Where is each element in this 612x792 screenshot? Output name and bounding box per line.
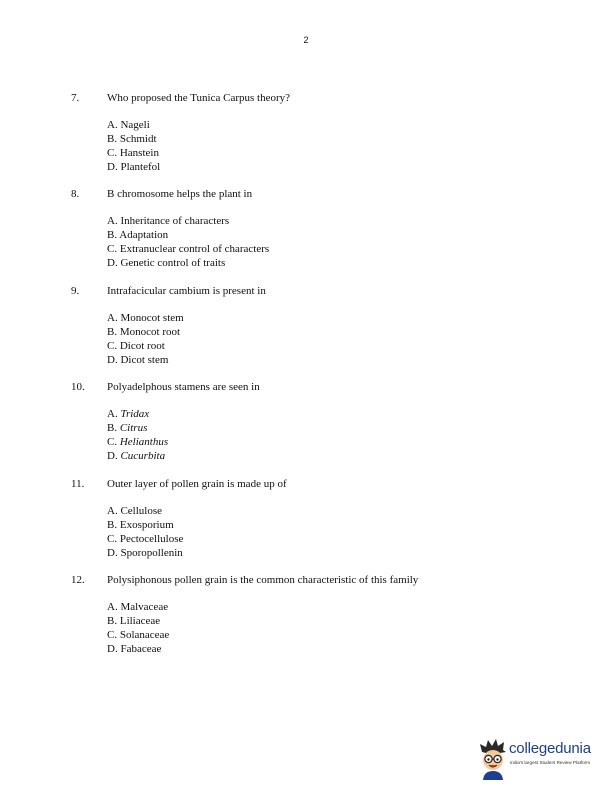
option-text: Sporopollenin	[120, 547, 183, 559]
option-b	[107, 614, 169, 628]
option-text: Dicot root	[119, 340, 165, 352]
option-text: Nageli	[120, 119, 150, 131]
option-letter: B.	[107, 615, 118, 627]
option-text: Extranuclear control of characters	[119, 243, 270, 255]
options-list	[107, 407, 168, 463]
option-b	[107, 421, 168, 435]
option-a	[107, 407, 168, 421]
option-letter: A.	[107, 312, 118, 324]
option-text: Cellulose	[120, 505, 163, 517]
option-letter: B.	[107, 229, 118, 241]
question-text: Polyadelphous stamens are seen in	[107, 381, 260, 393]
option-text: Monocot root	[119, 326, 181, 338]
option-letter: A.	[107, 505, 118, 517]
option-text: Monocot stem	[120, 312, 184, 324]
question-text: Intrafacicular cambium is present in	[107, 285, 266, 297]
options-list	[107, 600, 169, 656]
option-text: Pectocellulose	[119, 533, 184, 545]
option-text: Liliaceae	[119, 615, 161, 627]
option-letter: C.	[107, 147, 118, 159]
option-letter: C.	[107, 629, 118, 641]
option-d	[107, 353, 184, 367]
option-b	[107, 325, 184, 339]
option-text: Exosporium	[119, 519, 174, 531]
mascot-icon	[478, 738, 508, 780]
option-c	[107, 339, 184, 353]
option-b	[107, 518, 183, 532]
option-a	[107, 600, 169, 614]
option-text: Cucurbita	[120, 450, 166, 462]
option-d	[107, 256, 269, 270]
option-letter: D.	[107, 161, 118, 173]
question-number: 9.	[71, 285, 80, 297]
option-a	[107, 214, 269, 228]
option-letter: B.	[107, 133, 118, 145]
option-text: Citrus	[119, 422, 148, 434]
option-b	[107, 132, 160, 146]
option-c	[107, 532, 183, 546]
option-text: Malvaceae	[120, 601, 169, 613]
option-letter: C.	[107, 436, 118, 448]
question-number: 12.	[71, 574, 85, 586]
option-letter: C.	[107, 340, 118, 352]
options-list	[107, 311, 184, 367]
option-letter: A.	[107, 215, 118, 227]
option-letter: B.	[107, 422, 118, 434]
question-text: Polysiphonous pollen grain is the common characteristic of this family	[107, 574, 419, 586]
question-text: Who proposed the Tunica Carpus theory?	[107, 92, 290, 104]
option-d	[107, 449, 168, 463]
option-text: Adaptation	[119, 229, 169, 241]
question-number: 7.	[71, 92, 80, 104]
option-letter: D.	[107, 257, 118, 269]
option-letter: A.	[107, 119, 118, 131]
option-text: Solanaceae	[119, 629, 170, 641]
option-letter: D.	[107, 643, 118, 655]
option-d	[107, 642, 169, 656]
option-c	[107, 146, 160, 160]
option-a	[107, 504, 183, 518]
collegedunia-logo	[478, 738, 603, 780]
option-c	[107, 435, 168, 449]
option-text: Inheritance of characters	[120, 215, 230, 227]
question-text: B chromosome helps the plant in	[107, 188, 253, 200]
logo-wordmark: collegedunia	[509, 740, 591, 757]
option-letter: A.	[107, 408, 118, 420]
option-a	[107, 118, 160, 132]
options-list	[107, 118, 160, 174]
option-text: Schmidt	[119, 133, 157, 145]
page-number: 2	[303, 35, 309, 45]
option-letter: D.	[107, 354, 118, 366]
question-number: 8.	[71, 188, 80, 200]
option-c	[107, 628, 169, 642]
option-text: Helianthus	[119, 436, 169, 448]
option-letter: D.	[107, 547, 118, 559]
options-list	[107, 504, 183, 560]
logo-tagline: India's largest Student Review Platform	[510, 760, 591, 765]
question-number: 11.	[71, 478, 85, 490]
question-number: 10.	[71, 381, 85, 393]
option-letter: A.	[107, 601, 118, 613]
option-text: Fabaceae	[120, 643, 162, 655]
options-list	[107, 214, 269, 270]
option-text: Plantefol	[120, 161, 161, 173]
option-d	[107, 546, 183, 560]
option-text: Hanstein	[119, 147, 159, 159]
option-letter: D.	[107, 450, 118, 462]
option-text: Dicot stem	[120, 354, 169, 366]
question-text: Outer layer of pollen grain is made up of	[107, 478, 287, 490]
option-text: Genetic control of traits	[120, 257, 226, 269]
option-c	[107, 242, 269, 256]
option-b	[107, 228, 269, 242]
option-letter: B.	[107, 326, 118, 338]
option-a	[107, 311, 184, 325]
option-letter: B.	[107, 519, 118, 531]
option-d	[107, 160, 160, 174]
option-text: Tridax	[120, 408, 150, 420]
option-letter: C.	[107, 533, 118, 545]
option-letter: C.	[107, 243, 118, 255]
